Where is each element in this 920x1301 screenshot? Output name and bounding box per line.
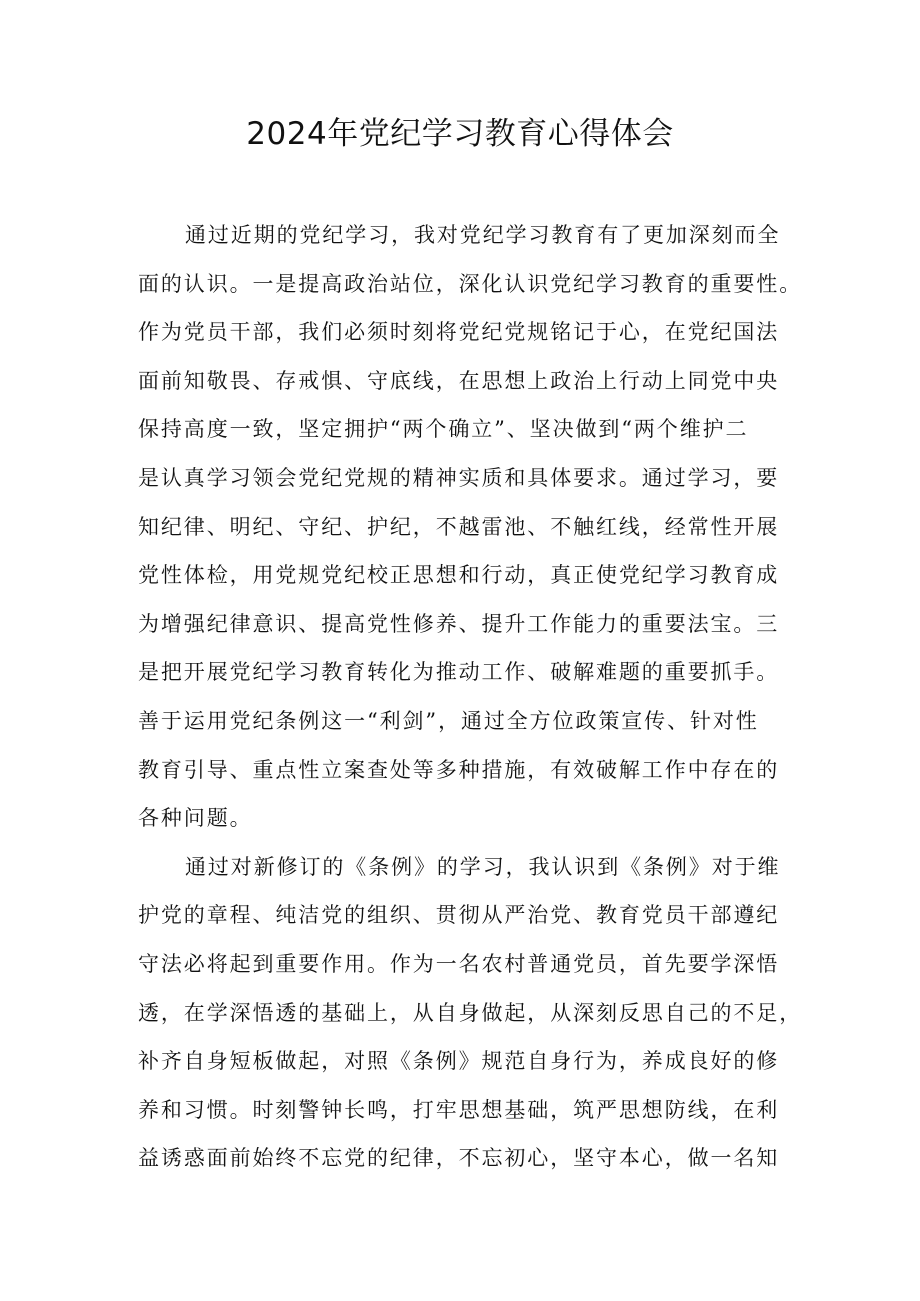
text-line: 教育引导、重点性立案查处等多种措施，有效破解工作中存在的 [138, 757, 780, 782]
text-line: 面前知敬畏、存戒惧、守底线，在思想上政治上行动上同党中央 [138, 368, 780, 393]
text-line: 党性体检，用党规党纪校正思想和行动，真正使党纪学习教育成 [138, 563, 780, 588]
text-line: 各种问题。 [138, 806, 253, 831]
paragraph-2 [138, 843, 802, 1183]
text-line: 善于运用党纪条例这一“利剑”，通过全方位政策宣传、针对性 [138, 708, 759, 733]
text-line: 守法必将起到重要作用。作为一名农村普通党员，首先要学深悟 [138, 951, 780, 976]
text-line: 是认真学习领会党纪党规的精神实质和具体要求。通过学习，要 [138, 465, 780, 490]
text-line: 通过对新修订的《条例》的学习，我认识到《条例》对于维 [185, 854, 781, 879]
text-line: 面的认识。一是提高政治站位，深化认识党纪学习教育的重要性。 [138, 271, 803, 296]
text-line: 养和习惯。时刻警钟长鸣，打牢思想基础，筑严思想防线，在利 [138, 1097, 780, 1122]
text-line: 知纪律、明纪、守纪、护纪，不越雷池、不触红线，经常性开展 [138, 514, 780, 539]
text-line: 保持高度一致，坚定拥护“两个确立”、坚决做到“两个维护二 [138, 417, 749, 442]
paragraph-1 [138, 211, 802, 843]
document-body [138, 211, 802, 1183]
text-line: 透，在学深悟透的基础上，从自身做起，从深刻反思自己的不足， [138, 1000, 803, 1025]
text-line: 护党的章程、纯洁党的组织、贯彻从严治党、教育党员干部遵纪 [138, 903, 780, 928]
text-line: 是把开展党纪学习教育转化为推动工作、破解难题的重要抓手。 [138, 660, 780, 685]
document-title: 2024年党纪学习教育心得体会 [246, 116, 674, 152]
text-line: 通过近期的党纪学习，我对党纪学习教育有了更加深刻而全 [185, 223, 781, 247]
text-line: 益诱惑面前始终不忘党的纪律，不忘初心，坚守本心，做一名知 [138, 1146, 780, 1171]
text-line: 作为党员干部，我们必须时刻将党纪党规铭记于心，在党纪国法 [138, 320, 780, 345]
text-line: 补齐自身短板做起，对照《条例》规范自身行为，养成良好的修 [138, 1049, 780, 1074]
text-line: 为增强纪律意识、提高党性修养、提升工作能力的重要法宝。三 [138, 611, 780, 636]
